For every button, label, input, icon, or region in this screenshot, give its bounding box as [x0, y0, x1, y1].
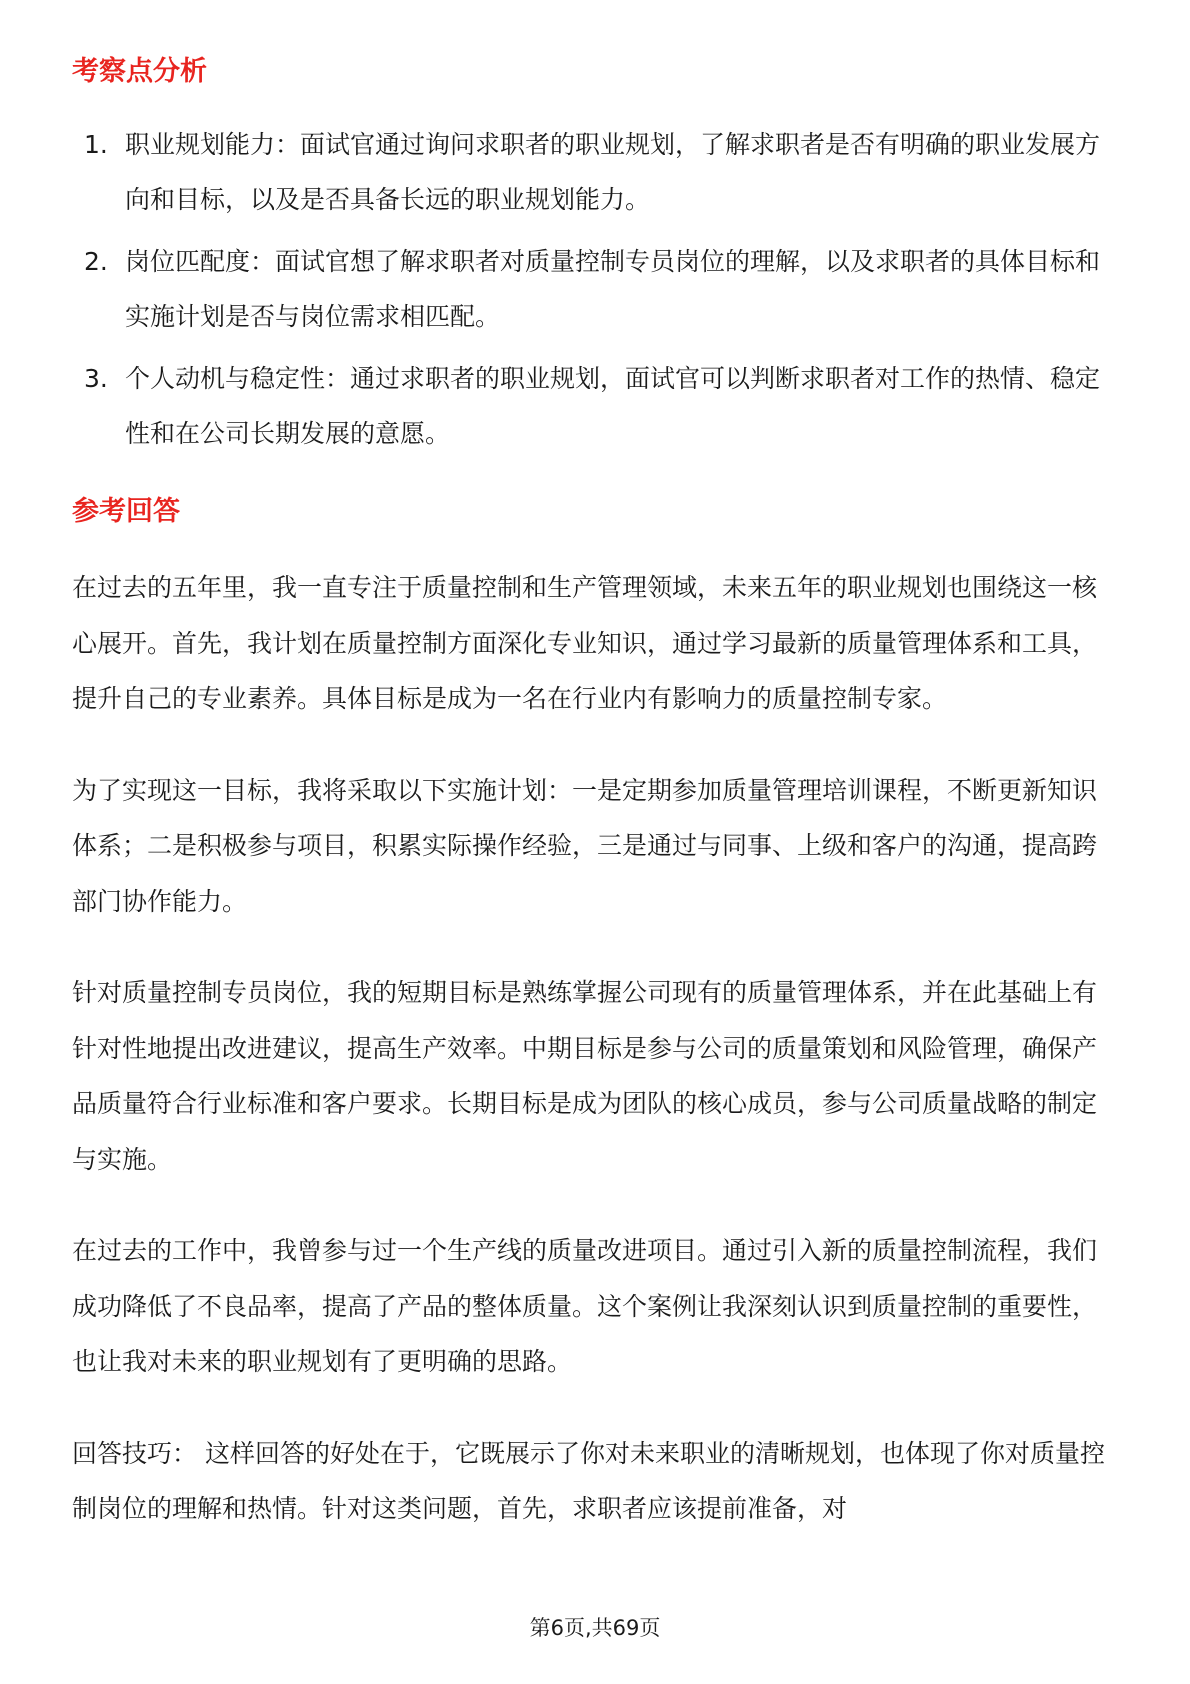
page-number: 第6页,共69页 — [529, 1616, 661, 1640]
section-title-answer: 参考回答 — [72, 496, 180, 527]
answer-paragraph: 回答技巧： 这样回答的好处在于，它既展示了你对未来职业的清晰规划，也体现了你对质量控制岗位的理解和热情。针对这类问题，首先，求职者应该提前准备，对 — [72, 1438, 1105, 1523]
point-number: 3. — [84, 364, 108, 393]
analysis-point-list — [72, 117, 1118, 468]
point-text: 岗位匹配度：面试官想了解求职者对质量控制专员岗位的理解，以及求职者的具体目标和实施计划是否与岗位需求相匹配。 — [125, 247, 1101, 331]
answer-body — [72, 560, 1118, 1573]
analysis-point — [72, 234, 1118, 344]
answer-paragraph: 在过去的工作中，我曾参与过一个生产线的质量改进项目。通过引入新的质量控制流程，我们成功降低了不良品率，提高了产品的整体质量。这个案例让我深刻认识到质量控制的重要性，也让我对未来的职业规划有了更明确的思路。 — [72, 1236, 1098, 1376]
analysis-point — [72, 351, 1118, 461]
point-number: 2. — [84, 247, 108, 276]
section-title-analysis: 考察点分析 — [72, 56, 207, 87]
answer-paragraph: 针对质量控制专员岗位，我的短期目标是熟练掌握公司现有的质量管理体系，并在此基础上有针对性地提出改进建议，提高生产效率。中期目标是参与公司的质量策划和风险管理，确保产品质量符合行业标准和客户要求。长期目标是成为团队的核心成员，参与公司质量战略的制定与实施。 — [72, 978, 1098, 1174]
point-text: 个人动机与稳定性：通过求职者的职业规划，面试官可以判断求职者对工作的热情、稳定性和在公司长期发展的意愿。 — [125, 364, 1101, 448]
answer-paragraph: 为了实现这一目标，我将采取以下实施计划：一是定期参加质量管理培训课程，不断更新知识体系；二是积极参与项目，积累实际操作经验，三是通过与同事、上级和客户的沟通，提高跨部门协作能力。 — [72, 775, 1098, 916]
point-number: 1. — [84, 130, 108, 159]
analysis-point — [72, 117, 1118, 227]
answer-paragraph: 在过去的五年里，我一直专注于质量控制和生产管理领域，未来五年的职业规划也围绕这一核心展开。首先，我计划在质量控制方面深化专业知识，通过学习最新的质量管理体系和工具，提升自己的专业素养。具体目标是成为一名在行业内有影响力的质量控制专家。 — [72, 573, 1098, 713]
point-text: 职业规划能力：面试官通过询问求职者的职业规划，了解求职者是否有明确的职业发展方向和目标，以及是否具备长远的职业规划能力。 — [125, 130, 1101, 214]
